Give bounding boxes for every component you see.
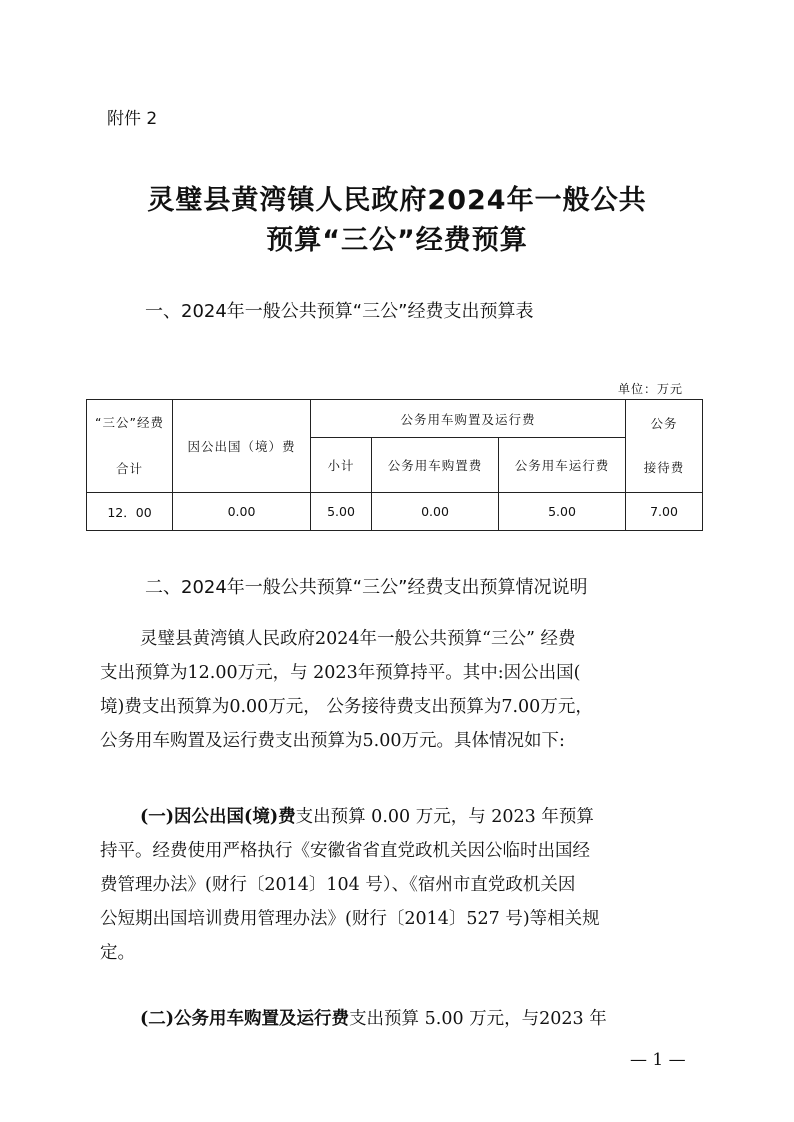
header-purchase-cell: 公务用车购置费 (372, 438, 499, 493)
header-reception-line2: 接待费 (643, 460, 685, 475)
vehicle-subheading: (二)公务用车购置及运行费 (140, 1009, 350, 1029)
abroad-subheading: (一)因公出国(境)费 (140, 807, 296, 827)
table-value-row (87, 493, 703, 531)
paragraph-line: 费管理办法》(财行〔2014〕104 号）、《宿州市直党政机关因 (100, 875, 576, 895)
paragraph-abroad (100, 800, 700, 970)
header-vehicle-cell: 公务用车购置及运行费 (311, 400, 626, 438)
header-reception-cell (626, 400, 703, 493)
paragraph-line: 境)费支出预算为0.00万元， 公务接待费支出预算为7.00万元， (100, 697, 593, 717)
header-subtotal-cell: 小计 (311, 438, 372, 493)
paragraph-line: 定。 (100, 943, 135, 963)
value-operation-cell: 5.00 (499, 493, 626, 531)
header-reception-line1: 公务 (650, 416, 678, 431)
unit-label: 单位：万元 (618, 382, 684, 396)
abroad-first-line: 支出预算 0.00 万元，与 2023 年预算 (295, 807, 594, 827)
attachment-label: 附件 2 (107, 109, 158, 129)
header-total-line2: 合计 (115, 461, 143, 476)
paragraph-overview (100, 622, 700, 758)
document-title-line2: 预算“三公”经费预算 (266, 225, 528, 256)
header-total-line1: “三公”经费 (95, 415, 164, 430)
vehicle-first-line: 支出预算 5.00 万元，与2023 年 (349, 1009, 607, 1029)
paragraph-line: 支出预算为12.00万元，与 2023年预算持平。其中:因公出国( (100, 663, 581, 683)
paragraph-line: 公短期出国培训费用管理办法》(财行〔2014〕527 号)等相关规 (100, 909, 600, 929)
page-number: — 1 — (630, 1050, 686, 1070)
paragraph-line: 公务用车购置及运行费支出预算为5.00万元。具体情况如下: (100, 731, 565, 751)
table-header-row (87, 400, 703, 438)
budget-table (86, 399, 703, 531)
paragraph-line: 灵璧县黄湾镇人民政府2024年一般公共预算“三公” 经费 (140, 629, 576, 649)
paragraph-vehicle (100, 1002, 700, 1036)
section2-heading: 二、2024年一般公共预算“三公”经费支出预算情况说明 (145, 577, 588, 598)
value-reception-cell: 7.00 (626, 493, 703, 531)
paragraph-line (100, 1002, 700, 1036)
document-title-line1: 灵璧县黄湾镇人民政府2024年一般公共 (147, 185, 647, 216)
value-purchase-cell: 0.00 (372, 493, 499, 531)
section1-heading: 一、2024年一般公共预算“三公”经费支出预算表 (145, 301, 534, 322)
value-total-cell: 12．00 (87, 493, 173, 531)
header-total-cell (87, 400, 173, 493)
value-subtotal-cell: 5.00 (311, 493, 372, 531)
value-abroad-cell: 0.00 (173, 493, 311, 531)
paragraph-line: 持平。经费使用严格执行《安徽省省直党政机关因公临时出国经 (100, 841, 590, 861)
header-operation-cell: 公务用车运行费 (499, 438, 626, 493)
header-abroad-cell: 因公出国（境）费 (173, 400, 311, 493)
paragraph-line (100, 800, 700, 834)
